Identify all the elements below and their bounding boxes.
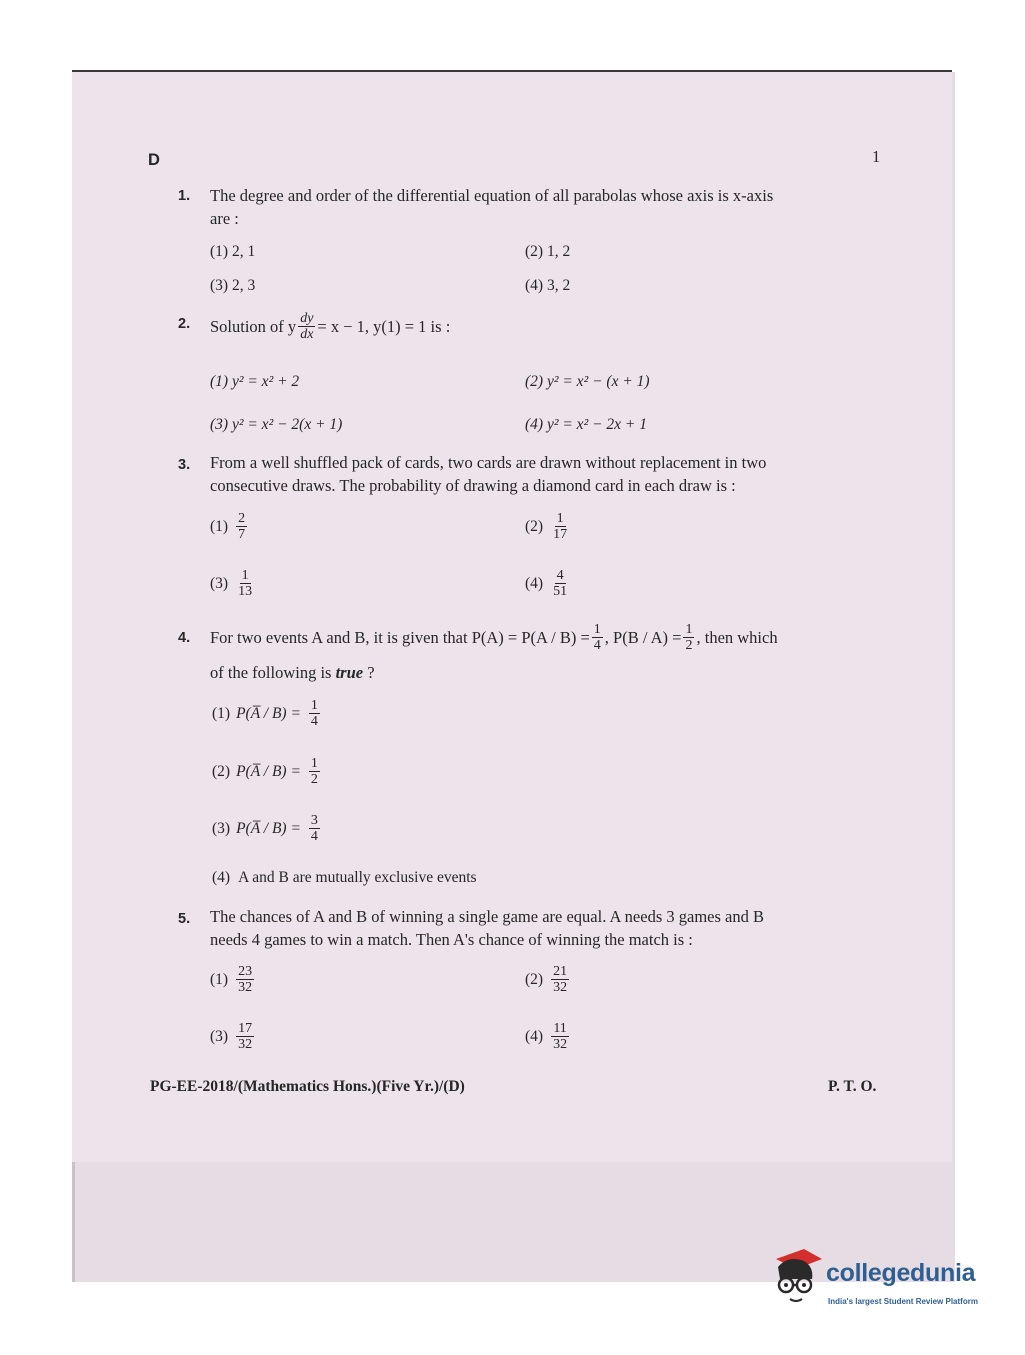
q1-option-1: (1) 2, 1 — [210, 243, 256, 260]
collegedunia-watermark — [768, 1247, 994, 1315]
q5-option-4: (4) $\frac{11}{32}$ — [525, 1021, 568, 1052]
q5-option-3: (3) $\frac{17}{32}$ — [210, 1021, 253, 1052]
q4-option-4: (4) A and B are mutually exclusive events — [212, 869, 477, 886]
q5-option-1: (1) $\frac{23}{32}$ — [210, 964, 253, 995]
set-code: D — [148, 151, 160, 169]
page-number: 1 — [872, 147, 881, 166]
question-2-text: Solution of y $\frac{dy}{dx}$ = x − 1, y(1) = 1 is : — [210, 311, 451, 342]
q2-option-2: (2) y² = x² − (x + 1) — [525, 373, 650, 390]
exam-paper — [72, 72, 952, 1162]
question-4-text-line2: of the following is true ? — [210, 663, 375, 682]
brand-name: collegedunia — [826, 1259, 976, 1287]
q2-option-1: (1) y² = x² + 2 — [210, 373, 300, 390]
question-5-text: The chances of A and B of winning a single game are equal. A needs 3 games and B needs 4 games to win a match. Then A's chance of winning the match is : — [210, 907, 764, 949]
q3-option-4: (4) $\frac{4}{51}$ — [525, 568, 568, 599]
q2-option-3: (3) y² = x² − 2(x + 1) — [210, 416, 343, 433]
question-5-number: 5. — [178, 911, 191, 927]
question-4-number: 4. — [178, 630, 191, 646]
pto-label: P. T. O. — [828, 1078, 877, 1095]
brand-tagline: India's largest Student Review Platform — [828, 1297, 978, 1306]
q4-option-2: (2) P(A̅ / B) = $\frac{1}{2}$ — [212, 756, 318, 787]
question-4-text: For two events A and B, it is given that P(A) = P(A / B) = $\frac{1}{4}$ , P(B / A) = $\frac{1}{2}$ , then which — [210, 622, 778, 653]
q2-option-4: (4) y² = x² − 2x + 1 — [525, 416, 648, 433]
paper-code-footer: PG-EE-2018/(Mathematics Hons.)(Five Yr.)/(D) — [150, 1078, 465, 1095]
mascot-icon — [768, 1247, 824, 1309]
question-2-number: 2. — [178, 316, 191, 332]
dy-dx-fraction: $\frac{dy}{dx}$ — [300, 311, 314, 342]
q1-option-4: (4) 3, 2 — [525, 277, 571, 294]
question-3-number: 3. — [178, 457, 191, 473]
q3-option-2: (2) $\frac{1}{17}$ — [525, 511, 568, 542]
q1-option-3: (3) 2, 3 — [210, 277, 256, 294]
question-1-number: 1. — [178, 188, 191, 204]
q1-option-2: (2) 1, 2 — [525, 243, 571, 260]
question-3-text: From a well shuffled pack of cards, two cards are drawn without replacement in two consecutive draws. The probability of drawing a diamond card in each draw is : — [210, 453, 767, 495]
q3-option-3: (3) $\frac{1}{13}$ — [210, 568, 253, 599]
q4-option-1: (1) P(A̅ / B) = $\frac{1}{4}$ — [212, 698, 318, 729]
question-1-text: The degree and order of the differential equation of all parabolas whose axis is x-axis are : — [210, 186, 774, 228]
q4-option-3: (3) P(A̅ / B) = $\frac{3}{4}$ — [212, 813, 318, 844]
q5-option-2: (2) $\frac{21}{32}$ — [525, 964, 568, 995]
q3-option-1: (1) $\frac{2}{7}$ — [210, 511, 246, 542]
